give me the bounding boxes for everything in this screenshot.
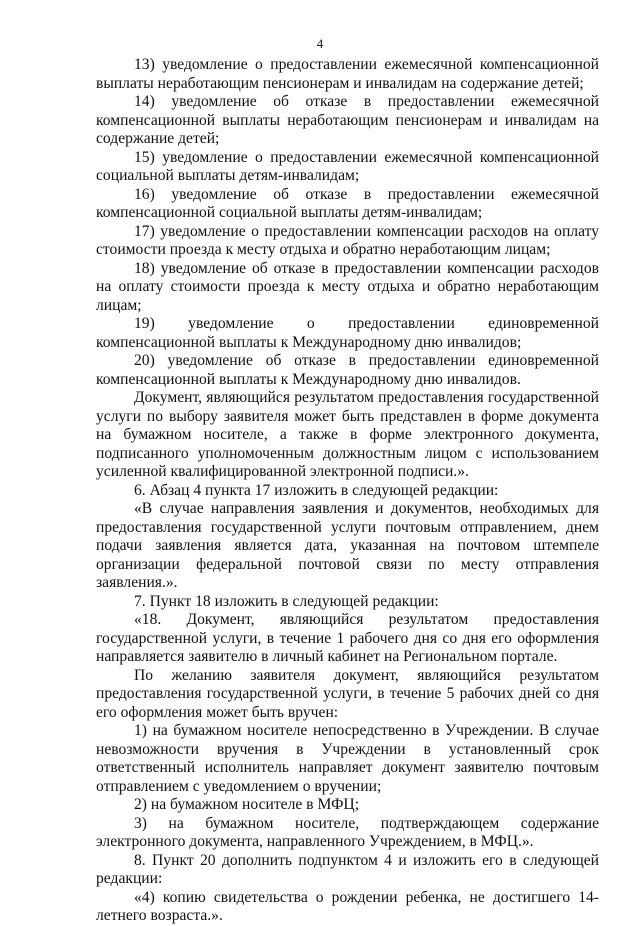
paragraph-subpoint-4: «4) копию свидетельства о рождении ребенка, не достигшего 14-летнего возраста.». [96,888,599,924]
paragraph-option-1: 1) на бумажном носителе непосредственно в Учреждении. В случае невозможности вручения в Учреждении в установленный срок ответственный исполнитель направляет документ заявителю почтовым отправлением с уведомлением о вручении; [96,722,599,795]
paragraph-result-document: Документ, являющийся результатом предоставления государственной услуги по выбору заявителя может быть представлен в форме документа на бумажном носителе, а также в форме электронного документа, подписанного уполномоченным должностным лицом с использованием усиленной квалифицированной электронной подписи.». [96,389,599,480]
paragraph-amendment-6-text: «В случае направления заявления и документов, необходимых для предоставления государственной услуги почтовым отправлением, днем подачи заявления является дата, указанная на почтовом штемпеле организации федеральной почтовой связи по месту отправления заявления.». [96,500,599,591]
paragraph-item-13: 13) уведомление о предоставлении ежемесячной компенсационной выплаты неработающим пенсионерам и инвалидам на содержание детей; [96,56,599,92]
paragraph-item-20: 20) уведомление об отказе в предоставлении единовременной компенсационной выплаты к Международному дню инвалидов. [96,352,599,388]
paragraph-applicant-request: По желанию заявителя документ, являющийся результатом предоставления государственной услуги, в течение 5 рабочих дней со дня его оформления может быть вручен: [96,666,599,721]
paragraph-option-2: 2) на бумажном носителе в МФЦ; [134,796,360,813]
paragraph-point-18: «18. Документ, являющийся результатом предоставления государственной услуги, в течение 1 рабочего дня со дня его оформления направляется заявителю в личный кабинет на Региональном портале. [96,611,599,665]
paragraph-item-17: 17) уведомление о предоставлении компенсации расходов на оплату стоимости проезда к месту отдыха и обратно неработающим лицам; [96,222,599,258]
paragraph-item-14: 14) уведомление об отказе в предоставлении ежемесячной компенсационной выплаты неработающим пенсионерам и инвалидам на содержание детей; [96,93,599,147]
paragraph-option-3: 3) на бумажном носителе, подтверждающем содержание электронного документа, направленного Учреждением, в МФЦ.». [96,814,599,850]
document-body [96,56,599,926]
paragraph-amendment-6: 6. Абзац 4 пункта 17 изложить в следующей редакции: [134,481,499,499]
paragraph-item-19: 19) уведомление о предоставлении единовременной компенсационной выплаты к Международному дню инвалидов; [96,315,599,351]
paragraph-item-18: 18) уведомление об отказе в предоставлении компенсации расходов на оплату стоимости проезда к месту отдыха и обратно неработающим лицам; [96,259,599,314]
paragraph-item-15: 15) уведомление о предоставлении ежемесячной компенсационной социальной выплаты детям-инвалидам; [96,148,599,184]
paragraph-item-16: 16) уведомление об отказе в предоставлении ежемесячной компенсационной социальной выплаты детям-инвалидам; [96,185,599,221]
paragraph-amendment-7: 7. Пункт 18 изложить в следующей редакции: [134,592,439,610]
paragraph-amendment-8: 8. Пункт 20 дополнить подпунктом 4 и изложить его в следующей редакции: [96,851,599,887]
page-number: 4 [316,36,324,51]
